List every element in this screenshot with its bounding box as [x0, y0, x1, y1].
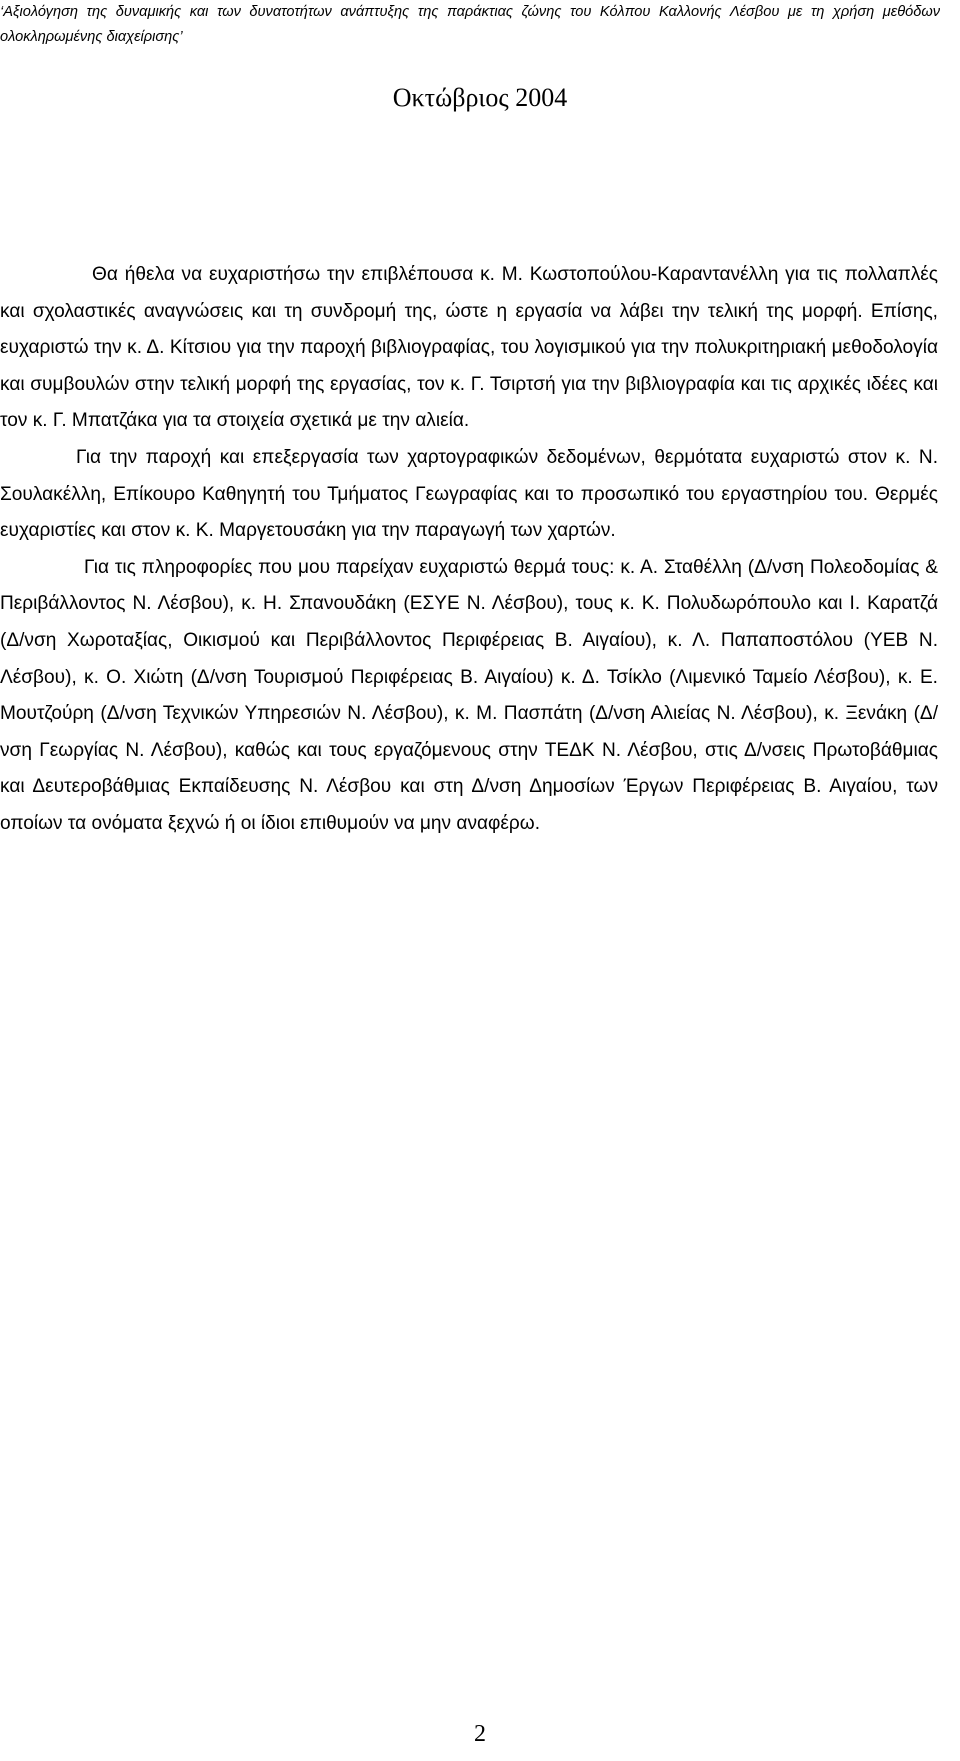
paragraph-supervisors — [0, 257, 938, 440]
acknowledgements-body — [0, 257, 938, 843]
paragraph-cartography — [0, 440, 938, 550]
page-number: 2 — [474, 1721, 486, 1747]
paragraph-text: Για τις πληροφορίες που μου παρείχαν ευχαριστώ θερμά τους: κ. Α. Σταθέλλη (Δ/νση Πολεοδομίας & Περιβάλλοντος Ν. Λέσβου), κ. Η. Σπανουδάκη (ΕΣΥΕ Ν. Λέσβου), τους κ. Κ. Πολυδωρόπουλο και Ι. Καρατζά (Δ/νση Χωροταξίας, Οικισμού και Περιβάλλοντος Περιφέρειας Β. Αιγαίου), κ. Λ. Παπαποστόλου (ΥΕΒ Ν. Λέσβου), κ. Ο. Χιώτη (Δ/νση Τουρισμού Περιφέρειας Β. Αιγαίου) κ. Δ. Τσίκλο (Λιμενικό Ταμείο Λέσβου), κ. Ε. Μουτζούρη (Δ/νση Τεχνικών Υπηρεσιών Ν. Λέσβου), κ. Μ. Πασπάτη (Δ/νση Αλιείας Ν. Λέσβου), κ. Ξενάκη (Δ/νση Γεωργίας Ν. Λέσβου), καθώς και τους εργαζόμενους στην ΤΕΔΚ Ν. Λέσβου, στις Δ/νσεις Πρωτοβάθμιας και Δευτεροβάθμιας Εκπαίδευσης Ν. Λέσβου και στη Δ/νση Δημοσίων Έργων Περιφέρειας Β. Αιγαίου, των οποίων τα ονόματα ξεχνώ ή οι ίδιοι επιθυμούν να μην αναφέρω. — [0, 556, 938, 834]
running-header: ‘Αξιολόγηση της δυναμικής και των δυνατοτήτων ανάπτυξης της παράκτιας ζώνης του Κόλπου Καλλονής Λέσβου με τη χρήση μεθόδων ολοκληρωμένης διαχείρισης’ — [0, 4, 940, 45]
paragraph-information-providers — [0, 550, 938, 843]
date-heading: Οκτώβριος 2004 — [392, 83, 568, 112]
paragraph-text: Θα ήθελα να ευχαριστήσω την επιβλέπουσα κ. Μ. Κωστοπούλου-Καραντανέλλη για τις πολλαπλές και σχολαστικές αναγνώσεις και τη συνδρομή της, ώστε η εργασία να λάβει την τελική της μορφή. Επίσης, ευχαριστώ την κ. Δ. Κίτσιου για την παροχή βιβλιογραφίας, του λογισμικού για την πολυκριτηριακή μεθοδολογία και συμβουλών στην τελική μορφή της εργασίας, τον κ. Γ. Τσιρτσή για την βιβλιογραφία και τις αρχικές ιδέες και τον κ. Γ. Μπατζάκα για τα στοιχεία σχετικά με την αλιεία. — [0, 264, 938, 432]
paragraph-text: Για την παροχή και επεξεργασία των χαρτογραφικών δεδομένων, θερμότατα ευχαριστώ στον κ. Ν. Σουλακέλλη, Επίκουρο Καθηγητή του Τμήματος Γεωγραφίας και το προσωπικό του εργαστηρίου του. Θερμές ευχαριστίες και στον κ. Κ. Μαργετουσάκη για την παραγωγή των χαρτών. — [0, 446, 938, 542]
